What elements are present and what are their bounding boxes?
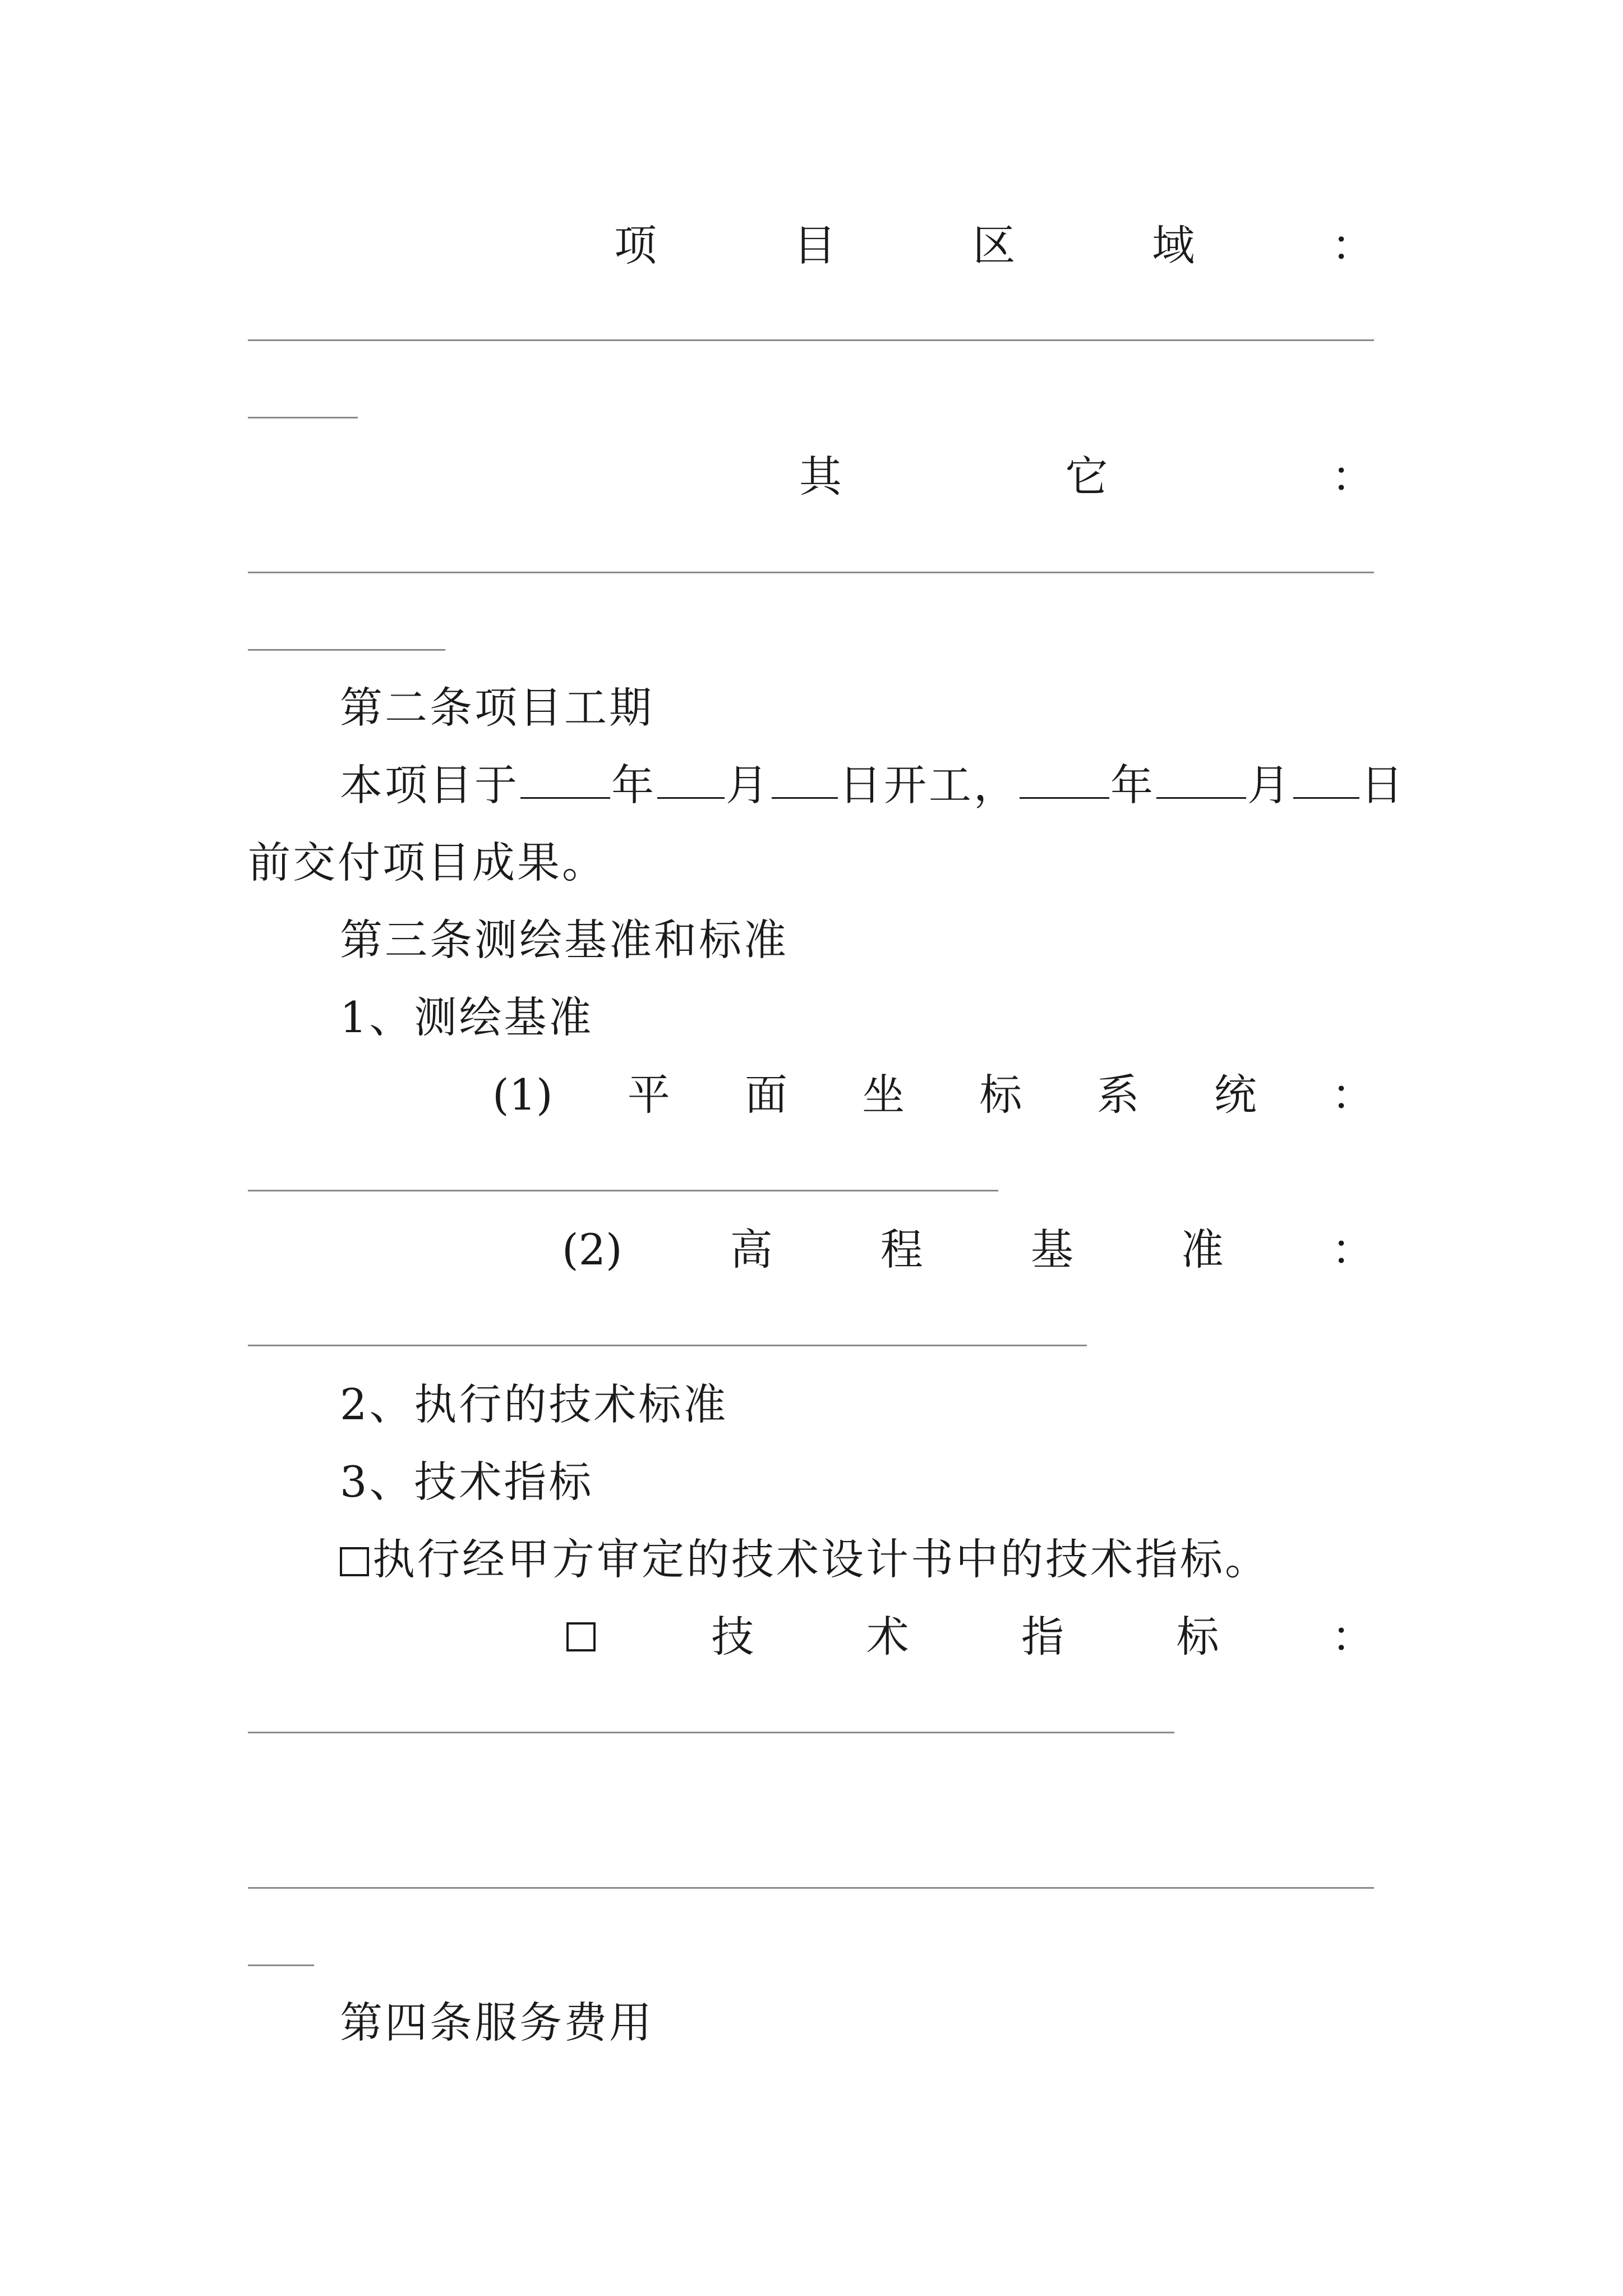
label-char: 标	[1176, 1612, 1219, 1662]
label-colon: ：	[1331, 1225, 1374, 1274]
option-2-checkbox-wrap	[566, 1622, 599, 1651]
other-fill-line-2	[248, 649, 445, 651]
year-text-2: 年	[1110, 760, 1155, 810]
label-char: 标	[979, 1070, 1022, 1120]
day-text: 日开工，	[839, 760, 1018, 810]
other-fill-line-1	[248, 572, 1374, 573]
item-3: 3、技术指标	[340, 1457, 594, 1507]
area-fill-line-2	[248, 417, 358, 418]
option-1-checkbox[interactable]	[340, 1547, 369, 1576]
item-2: 2、执行的技术标准	[340, 1379, 728, 1429]
article-3-title: 第三条测绘基准和标准	[340, 915, 789, 965]
other-label	[799, 452, 1374, 501]
plane-fill-line	[248, 1190, 998, 1191]
elevation-datum-label	[562, 1225, 1374, 1274]
option-2-label	[566, 1612, 1374, 1662]
label-char: 域	[1152, 220, 1195, 270]
schedule-line	[340, 760, 1405, 810]
option-1-text: 执行经甲方审定的技术设计书中的技术指标。	[372, 1534, 1270, 1584]
option-2-fill-line-3	[248, 1964, 314, 1966]
label-char: 指	[1021, 1612, 1064, 1662]
day-blank[interactable]	[772, 797, 838, 799]
label-char: 区	[972, 220, 1016, 270]
label-colon: ：	[1331, 1070, 1374, 1120]
elevation-fill-line	[248, 1345, 1087, 1346]
day-text-2: 日	[1361, 760, 1405, 810]
year-text: 年	[611, 760, 656, 810]
label-char: 平	[627, 1070, 670, 1120]
label-char: 基	[1030, 1225, 1073, 1274]
article-2-title: 第二条项目工期	[340, 683, 654, 733]
label-char: 项	[614, 220, 657, 270]
plane-coordinate-label	[492, 1070, 1374, 1120]
label-char: 术	[866, 1612, 909, 1662]
month-blank-2[interactable]	[1156, 797, 1246, 799]
option-2-checkbox[interactable]	[566, 1622, 596, 1651]
label-char: 坐	[862, 1070, 905, 1120]
label-colon: ：	[1331, 452, 1374, 501]
month-text-2: 月	[1247, 760, 1292, 810]
label-char: 技	[711, 1612, 754, 1662]
item-1: 1、测绘基准	[340, 992, 594, 1042]
option-1	[340, 1534, 1270, 1584]
project-area-label	[614, 220, 1374, 270]
label-char: 系	[1096, 1070, 1140, 1120]
year-blank[interactable]	[520, 797, 610, 799]
schedule-line-cont: 前交付项目成果。	[248, 838, 607, 887]
label-char: 高	[730, 1225, 773, 1274]
option-2-fill-line	[248, 1732, 1174, 1733]
month-blank[interactable]	[657, 797, 725, 799]
label-char: 目	[793, 220, 836, 270]
month-text: 月	[726, 760, 771, 810]
label-char: 其	[799, 452, 842, 501]
schedule-text: 本项目于	[340, 760, 519, 810]
label-char: 统	[1214, 1070, 1257, 1120]
area-fill-line-1	[248, 339, 1374, 341]
label-char: (1)	[492, 1070, 553, 1120]
year-blank-2[interactable]	[1020, 797, 1109, 799]
article-4-title: 第四条服务费用	[340, 1998, 654, 2047]
day-blank-2[interactable]	[1293, 797, 1359, 799]
label-colon: ：	[1331, 1612, 1374, 1662]
label-char: 准	[1181, 1225, 1224, 1274]
label-char: 面	[745, 1070, 788, 1120]
label-char: (2)	[562, 1225, 623, 1274]
label-char: 程	[880, 1225, 923, 1274]
label-colon: ：	[1331, 220, 1374, 270]
label-char: 它	[1065, 452, 1108, 501]
option-2-fill-line-2	[248, 1887, 1374, 1889]
